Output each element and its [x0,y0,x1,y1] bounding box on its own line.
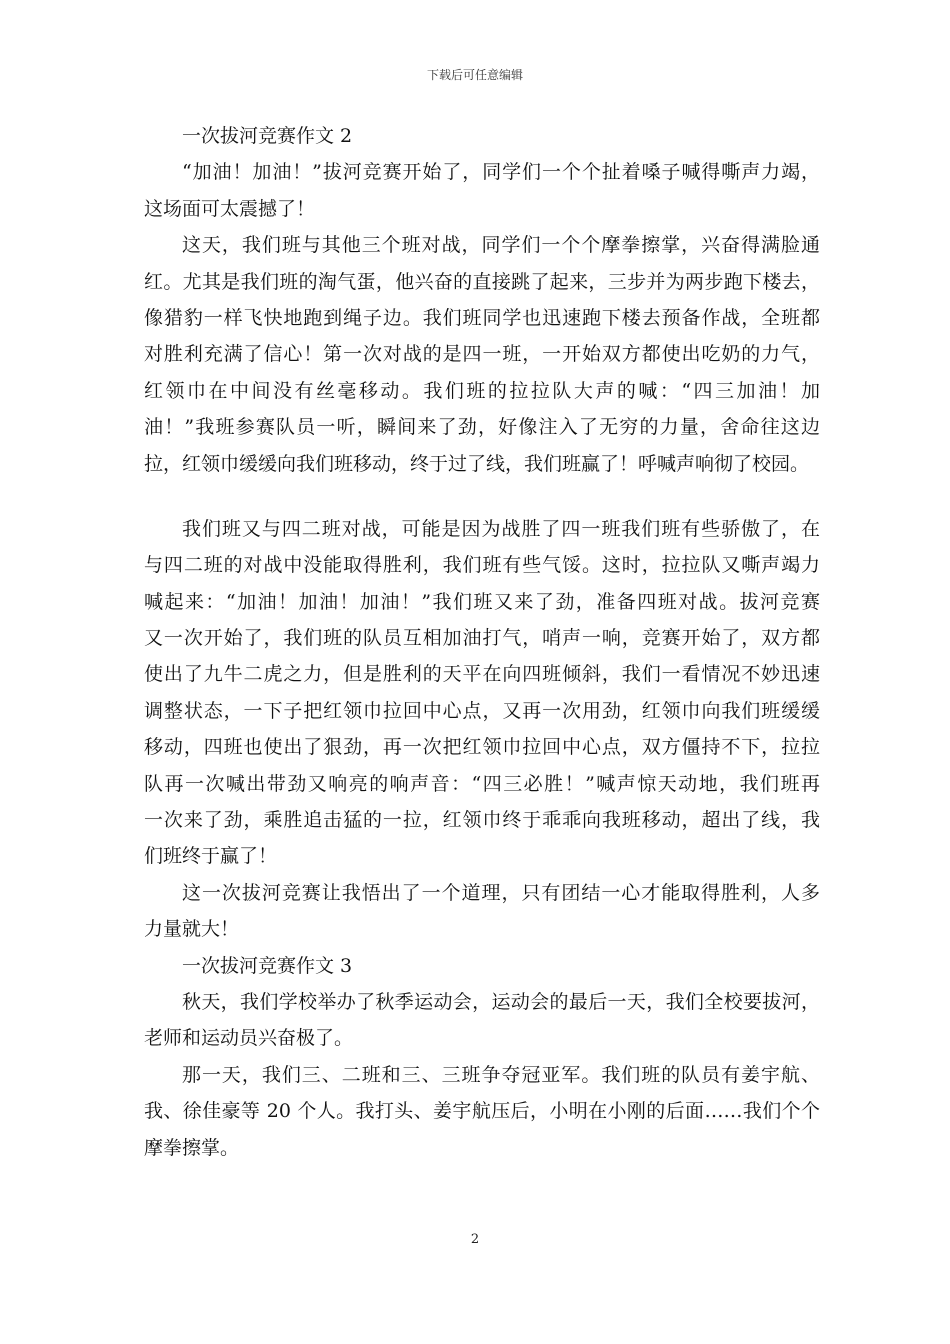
paragraph-line: 红领巾在中间没有丝毫移动。我们班的拉拉队大声的喊：“四三加油！加 [144,379,820,402]
paragraph-line: 红。尤其是我们班的淘气蛋，他兴奋的直接跳了起来，三步并为两步跑下楼去， [144,270,820,293]
paragraph-line: 这天，我们班与其他三个班对战，同学们一个个摩拳擦掌，兴奋得满脸通 [182,234,820,257]
paragraph-line: 与四二班的对战中没能取得胜利，我们班有些气馁。这时，拉拉队又嘶声竭力 [144,554,820,577]
paragraph-line: 这场面可太震撼了！ [144,197,316,220]
essay-3-heading: 一次拔河竞赛作文 3 [182,954,353,977]
paragraph-line: 摩拳擦掌。 [144,1136,240,1159]
paragraph-line: 喊起来：“加油！加油！加油！”我们班又来了劲，准备四班对战。拔河竞赛 [144,590,820,613]
paragraph-line: 拉，红领巾缓缓向我们班移动，终于过了线，我们班赢了！呼喊声响彻了校园。 [144,452,810,475]
paragraph-line: 老师和运动员兴奋极了。 [144,1027,354,1050]
paragraph-line: 一次来了劲，乘胜追击猛的一拉，红领巾终于乖乖向我班移动，超出了线，我 [144,809,820,832]
paragraph-3 [144,511,820,875]
paragraph-line: 那一天，我们三、二班和三、三班争夺冠亚军。我们班的队员有姜宇航、 [182,1063,820,1086]
paragraph-line: 我、徐佳豪等 20 个人。我打头、姜宇航压后，小明在小刚的后面……我们个个 [144,1100,820,1123]
paragraph-4 [144,875,820,948]
paragraph-2 [144,227,820,482]
paragraph-line: 秋天，我们学校举办了秋季运动会，运动会的最后一天，我们全校要拔河， [182,990,820,1013]
paragraph-line: 油！”我班参赛队员一听，瞬间来了劲，好像注入了无穷的力量，舍命往这边 [144,416,820,439]
paragraph-line: 使出了九牛二虎之力，但是胜利的天平在向四班倾斜，我们一看情况不妙迅速 [144,663,820,686]
paragraph-5 [144,984,820,1057]
paragraph-line: “加油！加油！”拔河竞赛开始了，同学们一个个扯着嗓子喊得嘶声力竭， [182,161,820,184]
paragraph-line: 又一次开始了，我们班的队员互相加油打气，哨声一响，竞赛开始了，双方都 [144,627,820,650]
paragraph-1 [144,154,820,227]
paragraph-line: 们班终于赢了！ [144,845,278,868]
paragraph-line: 队再一次喊出带劲又响亮的响声音：“四三必胜！”喊声惊天动地，我们班再 [144,772,820,795]
paragraph-line: 移动，四班也使出了狠劲，再一次把红领巾拉回中心点，双方僵持不下，拉拉 [144,736,820,759]
paragraph-6 [144,1057,820,1166]
essay-2-heading: 一次拔河竞赛作文 2 [182,125,353,147]
page-number: 2 [470,1232,480,1247]
paragraph-line: 力量就大！ [144,918,240,941]
paragraph-line: 对胜利充满了信心！第一次对战的是四一班，一开始双方都使出吃奶的力气， [144,343,820,366]
paragraph-line: 我们班又与四二班对战，可能是因为战胜了四一班我们班有些骄傲了，在 [182,517,820,540]
document-body [144,118,820,1166]
blank-line [144,482,820,511]
page-header: 下载后可任意编辑 [426,68,523,82]
paragraph-line: 调整状态，一下子把红领巾拉回中心点，又再一次用劲，红领巾向我们班缓缓 [144,699,820,722]
paragraph-line: 这一次拔河竞赛让我悟出了一个道理，只有团结一心才能取得胜利，人多 [182,881,820,904]
paragraph-line: 像猎豹一样飞快地跑到绳子边。我们班同学也迅速跑下楼去预备作战，全班都 [144,306,820,329]
